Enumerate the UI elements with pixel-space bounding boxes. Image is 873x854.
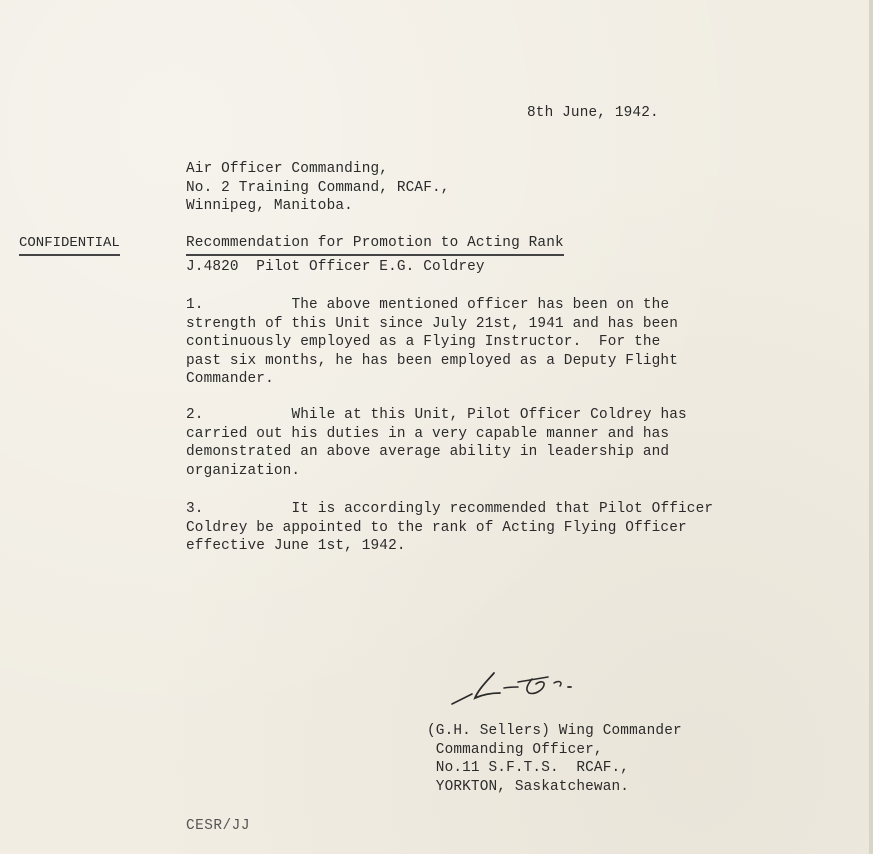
signature-block <box>427 722 682 796</box>
paragraph-number: 2. <box>186 407 204 423</box>
paragraph-number: 3. <box>186 501 204 517</box>
paragraph-2 <box>186 406 687 480</box>
recipient-line-3: Winnipeg, Manitoba. <box>186 198 353 215</box>
recipient-line-2: No. 2 Training Command, RCAF., <box>186 179 450 196</box>
paragraph-line: carried out his duties in a very capable manner and has <box>186 425 670 442</box>
paragraph-line: strength of this Unit since July 21st, 1941 and has been <box>186 315 679 332</box>
letter-date: 8th June, 1942. <box>527 105 659 121</box>
paragraph-line: organization. <box>186 462 301 479</box>
signature-line-4: YORKTON, Saskatchewan. <box>427 778 630 795</box>
paragraph-1 <box>186 296 678 389</box>
subject-line: Recommendation for Promotion to Acting Rank <box>186 234 564 256</box>
page-edge <box>869 0 873 854</box>
paragraph-line: continuously employed as a Flying Instructor. For the <box>186 334 661 351</box>
paragraph-line: The above mentioned officer has been on the <box>291 297 670 313</box>
recipient-line-1: Air Officer Commanding, <box>186 161 389 177</box>
reference-line: J.4820 Pilot Officer E.G. Coldrey <box>186 259 485 275</box>
classification-label: CONFIDENTIAL <box>19 234 120 256</box>
paragraph-line: Commander. <box>186 371 274 388</box>
paragraph-line: past six months, he has been employed as a Deputy Flight <box>186 352 679 369</box>
signature-line-2: Commanding Officer, <box>427 741 603 758</box>
paragraph-line: demonstrated an above average ability in leadership and <box>186 444 670 461</box>
signature-line-3: No.11 S.F.T.S. RCAF., <box>427 760 630 777</box>
typist-initials: CESR/JJ <box>186 818 250 834</box>
paragraph-3 <box>186 500 713 556</box>
paragraph-line: Coldrey be appointed to the rank of Acting Flying Officer <box>186 519 687 536</box>
paragraph-line: It is accordingly recommended that Pilot Officer <box>291 501 714 517</box>
paragraph-number: 1. <box>186 297 204 313</box>
handwritten-signature <box>448 660 583 710</box>
signature-line-1: (G.H. Sellers) Wing Commander <box>427 723 682 739</box>
paragraph-line: While at this Unit, Pilot Officer Coldrey has <box>291 407 687 423</box>
recipient-address <box>186 160 450 216</box>
paragraph-line: effective June 1st, 1942. <box>186 538 406 555</box>
